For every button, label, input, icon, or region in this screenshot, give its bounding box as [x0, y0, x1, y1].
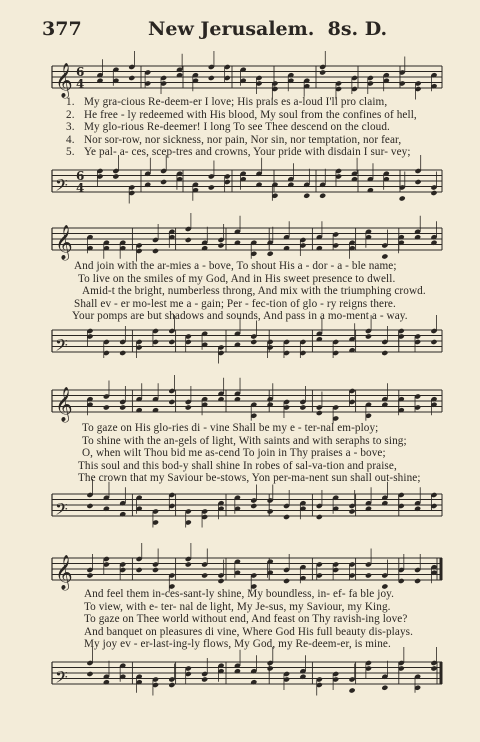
- treble-staff-1: [44, 56, 444, 96]
- note-head: [267, 508, 274, 514]
- verse-number: 2.: [66, 108, 75, 121]
- treble-staff-2: [44, 218, 444, 258]
- lyric-line: And join with the ar-mies a - bove, To shout His a - dor - a - ble name;: [74, 260, 397, 272]
- lyrics-block-1: [66, 96, 456, 159]
- note-head: [283, 514, 290, 520]
- note-head: [217, 578, 224, 584]
- note-head: [267, 665, 274, 671]
- note-head: [103, 404, 110, 410]
- note-head: [201, 572, 208, 578]
- lyric-line: This soul and this bod-y shall shine In robes of sal-va-tion and praise,: [78, 459, 397, 472]
- note-head: [208, 184, 215, 190]
- note-head: [365, 572, 372, 578]
- treble-clef-icon: 𝄞: [55, 555, 73, 590]
- bass-staff-2: [44, 320, 444, 362]
- verse-number: 4.: [66, 133, 75, 146]
- lyric-text: Nor sor-row, nor sickness, nor pain, Nor sin, nor temptation, nor fear,: [84, 133, 402, 146]
- note-head: [250, 339, 257, 345]
- note-head: [160, 179, 167, 185]
- note-head: [168, 339, 175, 345]
- bass-clef-icon: 𝄢: [55, 335, 68, 359]
- note-head: [319, 193, 326, 199]
- bass-clef-icon: 𝄢: [55, 667, 68, 691]
- note-head: [349, 508, 356, 514]
- lyric-line: To gaze on Thee world without end, And feast on Thy ravish-ing love?: [84, 613, 408, 626]
- bass-staff-1: [44, 160, 444, 202]
- note-head: [267, 251, 274, 257]
- note-head: [250, 503, 257, 509]
- time-signature-top: 6: [76, 169, 85, 183]
- note-head: [283, 578, 290, 584]
- hymn-name: New Jerusalem.: [148, 18, 315, 40]
- treble-clef-icon: 𝄞: [55, 63, 73, 98]
- bass-staff-3: [44, 484, 444, 526]
- note-head: [299, 404, 306, 410]
- note-head: [414, 578, 421, 584]
- hymn-title: [148, 18, 387, 40]
- lyric-text: He free - ly redeemed with His blood, My soul from the confines of hell,: [84, 108, 417, 121]
- note-head: [430, 665, 437, 671]
- lyric-line: Your pomps are but shadows and sounds, And pass in a mo-ment a - way.: [72, 310, 408, 323]
- note-head: [128, 75, 135, 81]
- treble-clef-icon: 𝄞: [55, 225, 73, 260]
- lyrics-block-2: [62, 260, 452, 323]
- note-head: [217, 242, 224, 248]
- note-head: [208, 75, 215, 81]
- note-head: [415, 179, 422, 185]
- note-head: [152, 248, 159, 254]
- note-head: [316, 514, 323, 520]
- note-head: [86, 503, 93, 509]
- lyric-line: The crown that my Saviour be-stows, Yon per-ma-nent sun shall out-shine;: [78, 472, 421, 485]
- lyric-text: My gra-cious Re-deem-er I love; His prais es a-loud I'll pro claim,: [84, 96, 388, 108]
- lyric-line: O, when wilt Thou bid me as-cend To join in Thy praises a - bove;: [82, 447, 386, 460]
- note-head: [303, 193, 310, 199]
- lyric-line: To shine with the an-gels of light, With saints and with seraphs to sing;: [82, 434, 407, 447]
- lyric-line: To view, with e- ter- nal de light, My Je-sus, my Saviour, my King.: [84, 600, 391, 613]
- note-head: [381, 685, 388, 691]
- note-head: [319, 69, 326, 75]
- lyric-line: And feel them in-ces-sant-ly shine, My boundless, in- ef- fa ble joy.: [84, 588, 395, 600]
- lyric-line: My joy ev - er-last-ing-ly flows, My God, my Re-deem-er, is mine.: [84, 638, 391, 651]
- lyric-text: My glo-rious Re-deemer! I long To see Thee descend on the cloud.: [84, 121, 390, 134]
- treble-clef-icon: 𝄞: [55, 387, 73, 422]
- treble-staff-4: [44, 548, 444, 588]
- lyric-line: Amid-t the bright, numberless throng, And mix with the triumphing crowd.: [82, 285, 426, 298]
- note-head: [381, 253, 388, 259]
- lyrics-block-3: [62, 422, 452, 485]
- note-head: [119, 350, 126, 356]
- note-head: [399, 195, 406, 201]
- note-head: [112, 173, 119, 179]
- note-head: [430, 190, 437, 196]
- time-signature-top: 6: [76, 65, 85, 79]
- time-signature-bottom: 4: [76, 181, 85, 195]
- bass-clef-icon: 𝄢: [55, 175, 68, 199]
- lyric-line: [66, 134, 456, 147]
- lyric-line: To gaze on His glo-ries di - vine Shall be my e - ter-nal em-ploy;: [82, 422, 379, 434]
- note-head: [365, 333, 372, 339]
- note-head: [152, 567, 159, 573]
- note-head: [185, 404, 192, 410]
- lyric-line: To live on the smiles of my God, And in His sweet presence to dwell.: [78, 272, 396, 285]
- note-head: [185, 561, 192, 567]
- note-head: [86, 572, 93, 578]
- hymn-meter: 8s. D.: [327, 18, 388, 40]
- time-signature-bottom: 4: [76, 77, 85, 91]
- lyric-line: Shall ev - er mo-lest me a - gain; Per - fec-tion of glo - ry reigns there.: [74, 297, 396, 310]
- lyric-line: [66, 109, 456, 122]
- lyric-text: Ye pal- a- ces, scep-tres and crowns, Your pride with disdain I sur- vey;: [84, 146, 411, 159]
- lyric-line: And banquet on pleasures di vine, Where God His full beauty dis-plays.: [84, 625, 413, 638]
- verse-number: 3.: [66, 121, 75, 134]
- treble-staff-3: [44, 380, 444, 420]
- lyric-line: [66, 96, 456, 109]
- verse-number: 1.: [66, 96, 75, 108]
- note-head: [381, 350, 388, 356]
- note-head: [201, 676, 208, 682]
- note-head: [316, 410, 323, 416]
- note-head: [168, 399, 175, 405]
- note-head: [119, 404, 126, 410]
- bass-clef-icon: 𝄢: [55, 499, 68, 523]
- note-head: [349, 687, 356, 693]
- lyrics-block-4: [62, 588, 452, 651]
- note-head: [430, 339, 437, 345]
- page-header: [42, 18, 440, 44]
- note-head: [86, 671, 93, 677]
- page-number: 377: [42, 18, 82, 40]
- lyric-line: [66, 121, 456, 134]
- note-head: [168, 682, 175, 688]
- verse-number: 5.: [66, 146, 75, 159]
- note-head: [185, 237, 192, 243]
- note-head: [136, 567, 143, 573]
- lyric-line: [66, 146, 456, 159]
- bass-staff-4: [44, 652, 444, 694]
